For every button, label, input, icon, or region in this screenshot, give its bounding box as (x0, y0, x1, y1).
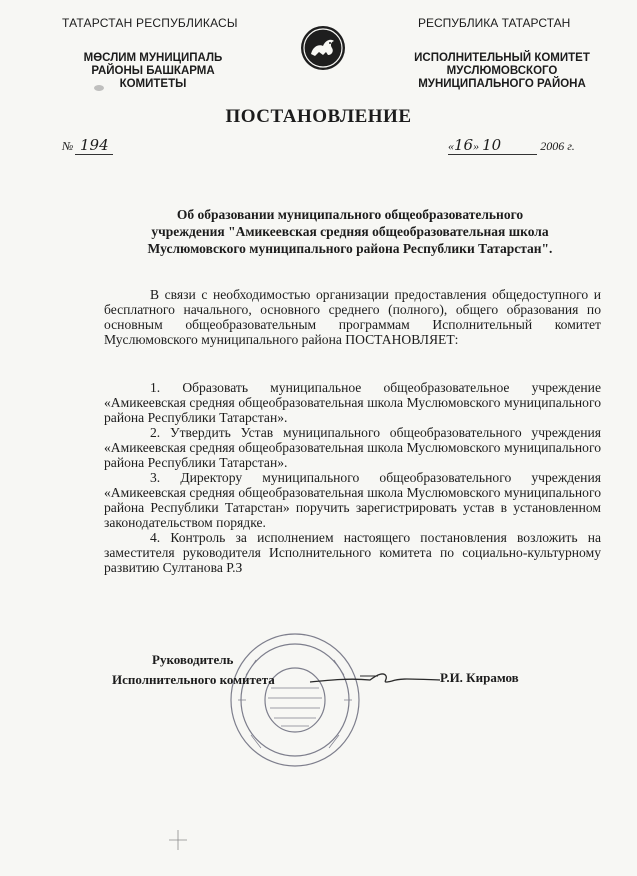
resolution-item: 4. Контроль за исполнением настоящего постановления возложить на заместителя руководителя Исполнительного комитета по социально-культурному развитию Султанова Р.З (104, 530, 601, 575)
header-left-org-line: РАЙОНЫ БАШКАРМА (91, 65, 215, 77)
date-day: 16 (454, 136, 474, 154)
header-right-republic: РЕСПУБЛИКА ТАТАРСТАН (418, 16, 571, 30)
pencil-cross-mark (166, 828, 190, 852)
resolution-item: 1. Образовать муниципальное общеобразовательное учреждение «Амикеевская средняя общеобразовательная школа Муслюмовского муниципального района Республики Татарстан». (104, 380, 601, 425)
header-right-org-line: МУНИЦИПАЛЬНОГО РАЙОНА (418, 78, 586, 90)
header-right-organization (396, 52, 608, 91)
number-prefix: № (62, 139, 74, 153)
header-left-org-line: КОМИТЕТЫ (119, 78, 187, 90)
date-month: 10 (482, 136, 502, 154)
number-value: 194 (80, 136, 109, 154)
signature-position (112, 650, 275, 690)
header-left-republic: ТАТАРСТАН РЕСПУБЛИКАСЫ (62, 16, 238, 30)
date-close-quote: » (473, 139, 480, 153)
signature-position-line: Исполнительного комитета (112, 672, 275, 687)
date-open-quote: « (448, 139, 454, 153)
date-year: 2006 г. (540, 139, 575, 153)
handwritten-signature (300, 664, 450, 694)
document-number (62, 136, 113, 155)
tatarstan-emblem-icon (297, 24, 349, 72)
ink-smudge (92, 83, 106, 93)
resolution-items (104, 380, 601, 575)
document-date (448, 136, 575, 155)
resolution-item: 2. Утвердить Устав муниципального общеобразовательного учреждения «Амикеевская средняя общеобразовательная школа Муслюмовского муниципального района Республики Татарстан». (104, 425, 601, 470)
preamble-paragraph: В связи с необходимостью организации предоставления общедоступного и бесплатного начального, основного среднего (полного), общего образования по основным общеобразовательным программам Исполнительный комитет Муслюмовского муниципального района ПОСТАНОВЛЯЕТ: (104, 287, 601, 347)
header-right-org-line: МУСЛЮМОВСКОГО (446, 65, 558, 77)
subject-line: Об образовании муниципального общеобразовательного (176, 207, 524, 222)
signature-position-line: Руководитель (152, 652, 234, 667)
document-subject (110, 206, 590, 257)
subject-line: Муслюмовского муниципального района Республики Татарстан". (147, 241, 553, 256)
header-left-org-line: МӨСЛИМ МУНИЦИПАЛЬ (83, 52, 223, 64)
document-title: ПОСТАНОВЛЕНИЕ (225, 106, 412, 127)
signatory-name: Р.И. Кирамов (440, 670, 519, 685)
resolution-item: 3. Директору муниципального общеобразовательного учреждения «Амикеевская средняя общеобразовательная школа Муслюмовского муниципального района Республики Татарстан» поручить зарегистрировать устав в установленном законодательством порядке. (104, 470, 601, 530)
header-right-org-line: ИСПОЛНИТЕЛЬНЫЙ КОМИТЕТ (414, 52, 590, 64)
subject-line: учреждения "Амикеевская средняя общеобразовательная школа (151, 224, 549, 239)
